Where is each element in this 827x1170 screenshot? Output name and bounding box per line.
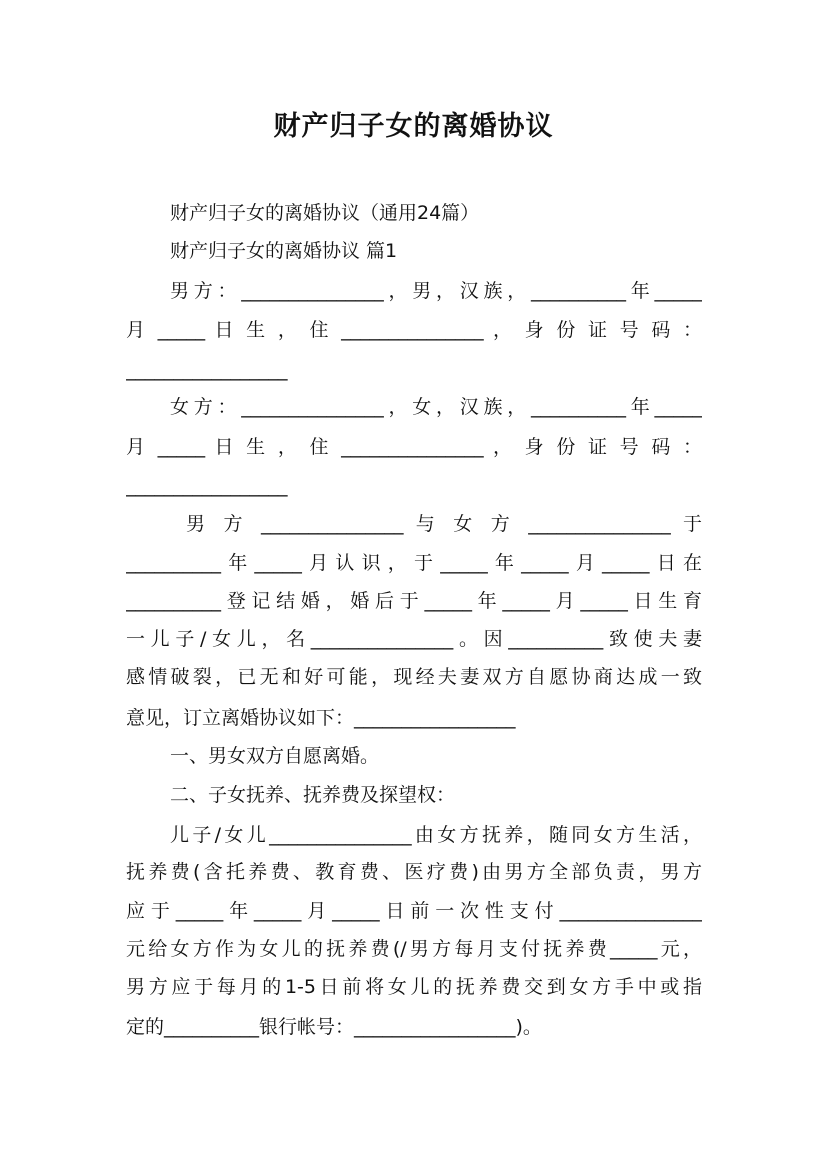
document-title: 财产归子女的离婚协议 — [273, 111, 554, 142]
paragraph-line: __________登记结婚，婚后于_____年_____月_____日生育 — [126, 590, 702, 612]
paragraph-line: _________________ — [126, 475, 288, 497]
paragraph-line: 感情破裂，已无和好可能，现经夫妻双方自愿协商达成一致 — [126, 666, 702, 688]
section-heading: 财产归子女的离婚协议 篇1 — [170, 240, 398, 262]
clause-heading: 二、子女抚养、抚养费及探望权： — [170, 784, 456, 806]
paragraph-line: 月 _____ 日 生 ， 住 _______________ ， 身 份 证 号 码 ： — [126, 319, 702, 341]
paragraph-line: 应于_____年_____月_____日前一次性支付_______________ — [126, 900, 702, 922]
paragraph-line: 元给女方作为女儿的抚养费(/男方每月支付抚养费_____元， — [126, 938, 702, 960]
clause-heading: 一、男女双方自愿离婚。 — [170, 745, 380, 767]
paragraph-line: 抚养费(含托养费、教育费、医疗费)由男方全部负责，男方 — [126, 861, 702, 883]
paragraph-line: 男 方 _______________ 与 女 方 _______________ 于 — [186, 513, 702, 535]
paragraph-line: 一儿子/女儿，名_______________。因__________致使夫妻 — [126, 628, 702, 650]
paragraph-line: __________年_____月认识，于_____年_____月_____日在 — [126, 552, 702, 574]
paragraph-line: 男方：_______________，男，汉族，__________年_____ — [170, 280, 702, 302]
paragraph-line: _________________ — [126, 359, 288, 381]
paragraph-line: 定的__________银行帐号：_________________)。 — [126, 1016, 542, 1038]
paragraph-line: 女方：_______________，女，汉族，__________年_____ — [170, 396, 702, 418]
paragraph-line: 意见，订立离婚协议如下：_________________ — [126, 707, 516, 729]
paragraph-line: 月 _____ 日 生 ， 住 _______________ ， 身 份 证 号 码 ： — [126, 436, 702, 458]
paragraph-line: 男方应于每月的1-5日前将女儿的抚养费交到女方手中或指 — [126, 976, 702, 998]
paragraph-line: 儿子/女儿_______________由女方抚养，随同女方生活， — [170, 824, 702, 846]
doc-subtitle: 财产归子女的离婚协议（通用24篇） — [170, 202, 480, 224]
